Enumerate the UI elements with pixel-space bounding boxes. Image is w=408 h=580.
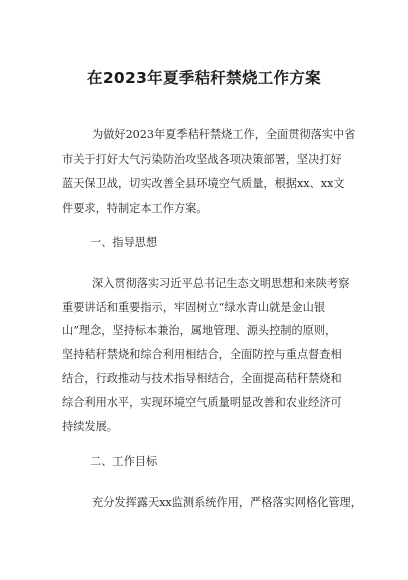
- document-title: 在2023年夏季秸秆禁烧工作方案: [87, 69, 321, 87]
- paragraph-line: 持续发展。: [62, 420, 118, 433]
- paragraph-line: 蓝天保卫战，切实改善全县环境空气质量，根据xx、xx文: [62, 177, 345, 190]
- paragraph-line: 坚持秸秆禁烧和综合利用相结合，全面防控与重点督查相: [62, 348, 342, 361]
- paragraph-line: 深入贯彻落实习近平总书记生态文明思想和来陕考察: [92, 277, 350, 290]
- paragraph-line: 市关于打好大气污染防治攻坚战各项决策部署，坚决打好: [62, 153, 342, 166]
- paragraph-line: 为做好2023年夏季秸秆禁烧工作，全面贯彻落实中省: [92, 128, 356, 141]
- paragraph-line: 山”理念，坚持标本兼治，属地管理、源头控制的原则，: [62, 324, 337, 337]
- paragraph-line: 件要求，特制定本工作方案。: [62, 202, 208, 215]
- paragraph-line: 重要讲话和重要指示，牢固树立“绿水青山就是金山银: [62, 301, 326, 314]
- section-heading: 二、工作目标: [90, 455, 158, 468]
- paragraph-line: 结合，行政推动与技术指导相结合，全面提高秸秆禁烧和: [62, 372, 342, 385]
- paragraph-line: 综合利用水平，实现环境空气质量明显改善和农业经济可: [62, 396, 342, 409]
- section-heading: 一、指导思想: [90, 236, 158, 249]
- paragraph-line: 充分发挥露天xx监测系统作用，严格落实网格化管理，: [92, 496, 362, 509]
